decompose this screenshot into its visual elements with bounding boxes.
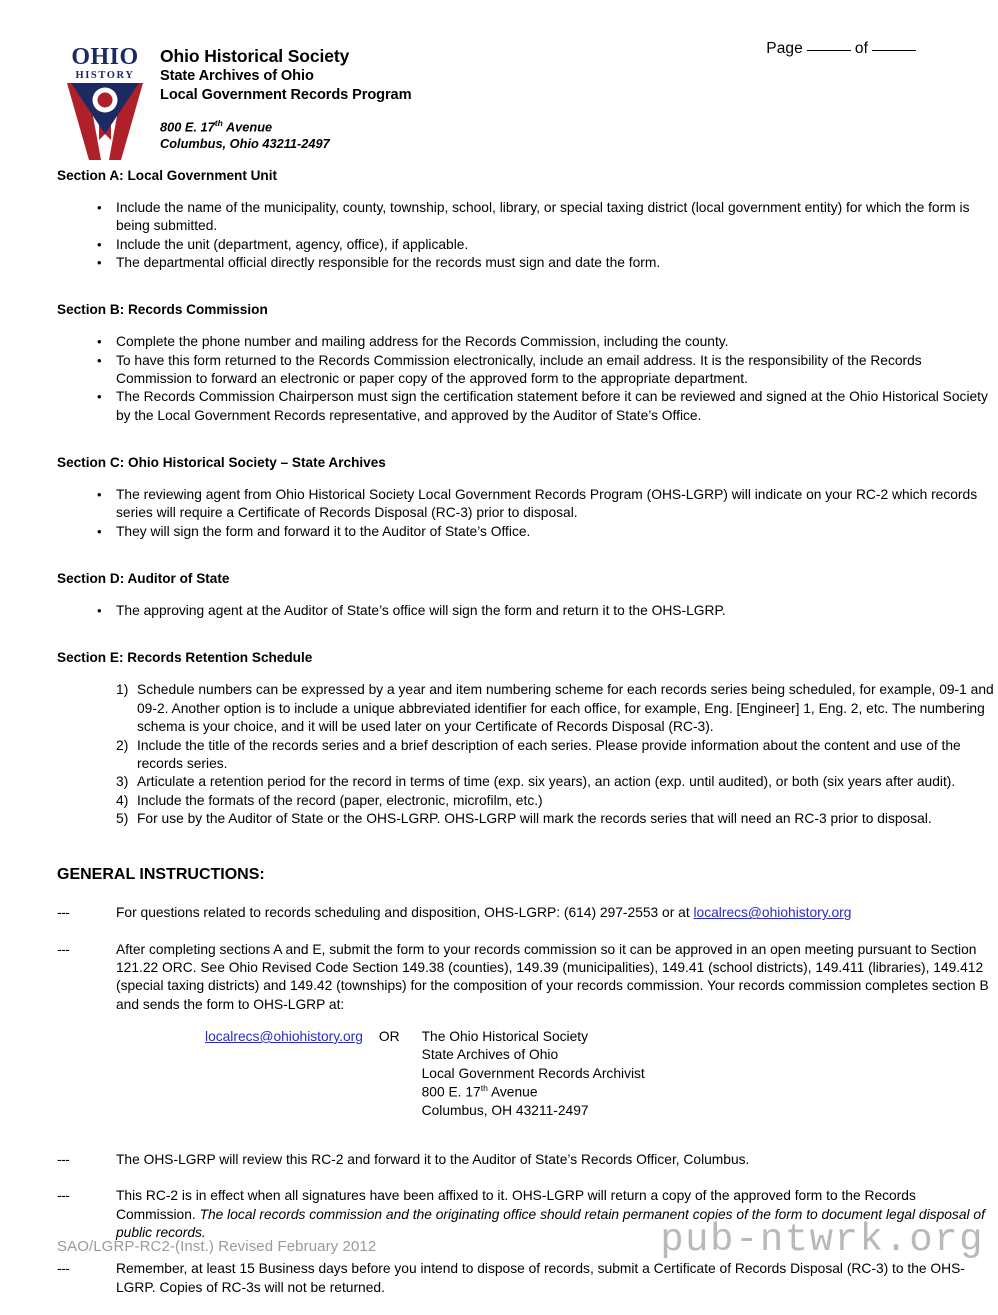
- address-line-2: State Archives of Ohio: [421, 1047, 559, 1063]
- list-item: • To have this form returned to the Records Commission electronically, include an email address. It is the responsibility of the Records Commission to forward an electronic or paper copy of the approved form to the appropriate department.: [0, 352, 998, 389]
- org-subtitle-1: State Archives of Ohio: [160, 68, 314, 85]
- ohio-history-logo: [61, 42, 149, 164]
- section-c-list: [0, 486, 998, 541]
- section-heading-a: Section A: Local Government Unit: [57, 168, 278, 183]
- org-title: Ohio Historical Society: [160, 46, 350, 66]
- list-item: For use by the Auditor of State or the OHS-LGRP. OHS-LGRP will mark the records series that will need an RC-3 prior to disposal.: [137, 810, 932, 826]
- address-email-column: [205, 1028, 363, 1121]
- address-line-3: Local Government Records Archivist: [421, 1065, 645, 1081]
- address-postal-column: [422, 1028, 645, 1121]
- list-item: • Include the name of the municipality, county, township, school, library, or special taxing district (local government entity) for which the form is being submitted.: [0, 199, 998, 236]
- address-line-1: The Ohio Historical Society: [421, 1028, 589, 1044]
- org-address: [160, 118, 411, 152]
- organization-block: [160, 45, 411, 152]
- list-item: • They will sign the form and forward it to the Auditor of State’s Office.: [0, 523, 998, 541]
- list-item: Articulate a retention period for the record in terms of time (exp. six years), an action (exp. until audited), or both (six years after audit).: [137, 774, 956, 790]
- page-of-label: of: [854, 40, 868, 57]
- section-b-list: [0, 333, 998, 425]
- general-instructions-heading: GENERAL INSTRUCTIONS:: [57, 866, 265, 884]
- document-header: [0, 0, 998, 168]
- page-total-blank[interactable]: [872, 38, 916, 51]
- section-e-list: [0, 681, 998, 828]
- list-item-review: --- The OHS-LGRP will review this RC-2 and forward it to the Auditor of State’s Records Officer, Columbus.: [0, 1151, 998, 1169]
- list-item-remember: --- Remember, at least 15 Business days before you intend to dispose of records, submit a Certificate of Records Disposal (RC-3) to the OHS-LGRP. Copies of RC-3s will not be returned.: [0, 1260, 998, 1297]
- email-link-localrecs[interactable]: localrecs@ohiohistory.org: [693, 905, 852, 921]
- list-item: • Include the unit (department, agency, office), if applicable.: [0, 236, 998, 254]
- list-item: Schedule numbers can be expressed by a year and item numbering scheme for each records series being scheduled, for example, 09-1 and 09-2. Another option is to include a unique abbreviated identifier for each office, for example, Eng. [Engineer] 1, Eng. 2, etc. The numbering schema is your choice, and it will be used later on your Certificate of Records Disposal (RC-3).: [137, 682, 994, 735]
- org-subtitle-2: Local Government Records Program: [160, 87, 412, 104]
- section-a-list: [0, 199, 998, 272]
- org-address-line-2: Columbus, Ohio 43211-2497: [160, 136, 330, 152]
- section-d-list: [0, 602, 998, 620]
- list-item-questions: --- For questions related to records scheduling and disposition, OHS-LGRP: (614) 297-2553 or at localrecs@ohiohistory.org: [0, 904, 998, 922]
- svg-text:HISTORY: HISTORY: [75, 70, 135, 81]
- list-item: • The reviewing agent from Ohio Historical Society Local Government Records Program (OHS-LGRP) will indicate on your RC-2 which records series will require a Certificate of Records Disposal (RC-3) prior to disposal.: [0, 486, 998, 523]
- document-body: [0, 168, 998, 1315]
- list-item-effect: --- This RC-2 is in effect when all signatures have been affixed to it. OHS-LGRP will return a copy of the approved form to the Records Commission. The local records commission and the originating office should retain permanent copies of the form to document legal disposal of public records.: [0, 1187, 998, 1242]
- address-line-4: 800 E. 17th Avenue: [421, 1083, 538, 1100]
- list-item: • The approving agent at the Auditor of State’s office will sign the form and return it to the OHS-LGRP.: [0, 602, 998, 620]
- italic-note: The local records commission and the originating office should retain permanent copies of the form to document legal disposal of public records.: [116, 1206, 985, 1240]
- watermark: pub-ntwrk.org: [660, 1218, 984, 1262]
- list-item: • The Records Commission Chairperson must sign the certification statement before it can be reviewed and signed at the Ohio Historical Society by the Local Government Records representative, and approved by the Auditor of State’s Office.: [0, 388, 998, 425]
- list-item: Include the formats of the record (paper, electronic, microfilm, etc.): [137, 792, 543, 808]
- org-address-line-1: 800 E. 17th Avenue: [160, 117, 273, 134]
- address-line-5: Columbus, OH 43211-2497: [421, 1103, 589, 1119]
- section-heading-c: Section C: Ohio Historical Society – State Archives: [57, 455, 386, 471]
- address-or-label: OR: [378, 1028, 400, 1044]
- page-number-field: [766, 38, 920, 58]
- svg-text:OHIO: OHIO: [71, 44, 139, 70]
- section-heading-d: Section D: Auditor of State: [57, 571, 230, 587]
- list-item: Include the title of the records series and a brief description of each series. Please provide information about the content and use of the records series.: [137, 737, 961, 771]
- section-heading-e: Section E: Records Retention Schedule: [57, 650, 313, 666]
- list-item-submit: --- After completing sections A and E, submit the form to your records commission so it can be approved in an open meeting pursuant to Section 121.22 ORC. See Ohio Revised Code Section 149.38 (counties), 149.39 (municipalities), 149.41 (school districts), 149.411 (libraries), 149.412 (special taxing districts) and 149.42 (townships) for the composition of your records commission. Your records commission completes section B and sends the form to OHS-LGRP at:: [0, 941, 998, 1014]
- general-instructions-list: [0, 904, 998, 1014]
- list-item: • The departmental official directly responsible for the records must sign and date the form.: [0, 254, 998, 272]
- list-item: • Complete the phone number and mailing address for the Records Commission, including the county.: [0, 333, 998, 351]
- page-number-blank[interactable]: [807, 38, 851, 51]
- page-label: Page: [766, 40, 803, 57]
- footer-revision: SAO/LGRP-RC2-(Inst.) Revised February 2012: [57, 1238, 377, 1255]
- email-link-localrecs-alt[interactable]: localrecs@ohiohistory.org: [205, 1028, 363, 1044]
- mailing-address-block: [205, 1028, 998, 1121]
- section-heading-b: Section B: Records Commission: [57, 302, 268, 318]
